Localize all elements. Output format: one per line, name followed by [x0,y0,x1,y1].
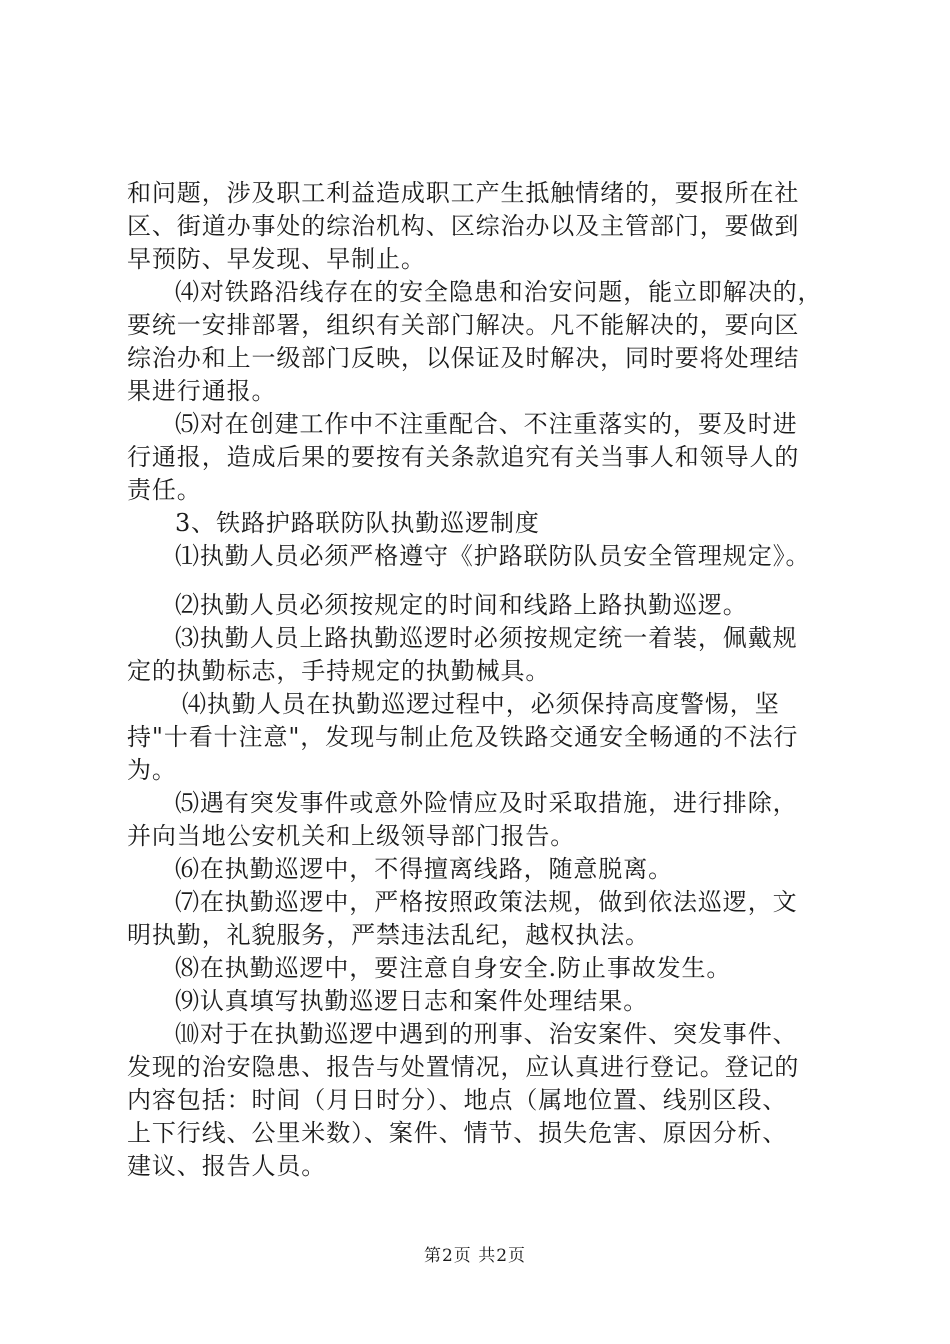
text-line: ⑴执勤人员必须严格遵守《护路联防队员安全管理规定》。 [175,542,811,570]
text-line: ⑷执勤人员在执勤巡逻过程中，必须保持高度警惕，坚 [182,690,780,718]
text-line: ⑵执勤人员必须按规定的时间和线路上路执勤巡逻。 [175,591,748,619]
text-line: 早预防、早发现、早制止。 [127,245,426,273]
text-line: 果进行通报。 [127,377,277,405]
text-line: 建议、报告人员。 [127,1152,327,1180]
text-line: 行通报，造成后果的要按有关条款追究有关当事人和领导人的 [127,443,800,471]
text-line: ⑷对铁路沿线存在的安全隐患和治安问题，能立即解决的， [175,278,823,306]
text-line: ⑼认真填写执勤巡逻日志和案件处理结果。 [175,987,649,1015]
text-line: 综治办和上一级部门反映，以保证及时解决，同时要将处理结 [127,344,800,372]
text-line: 要统一安排部署，组织有关部门解决。凡不能解决的，要向区 [127,311,800,339]
text-line: ⑸对在创建工作中不注重配合、不注重落实的，要及时进 [175,410,798,438]
text-line: 内容包括：时间（月日时分）、地点（属地位置、线别区段、 [127,1086,788,1114]
text-line: 责任。 [127,476,202,504]
text-line: 为。 [127,756,177,784]
text-line: ⑸遇有突发事件或意外险情应及时采取措施，进行排除， [175,789,798,817]
text-line: 明执勤，礼貌服务，严禁违法乱纪，越权执法。 [127,921,650,949]
text-line: 上下行线、公里米数）、案件、情节、损失危害、原因分析、 [127,1119,788,1147]
text-line: 持"十看十注意"，发现与制止危及铁路交通安全畅通的不法行 [127,723,799,751]
page-number-footer: 第2页 共2页 [423,1246,527,1266]
text-line: ⑻在执勤巡逻中，要注意自身安全.防止事故发生。 [175,954,732,982]
text-line: ⑹在执勤巡逻中，不得擅离线路，随意脱离。 [175,855,673,883]
text-line: 和问题，涉及职工利益造成职工产生抵触情绪的，要报所在社 [127,179,800,207]
text-line: 并向当地公安机关和上级领导部门报告。 [127,822,576,850]
text-line: 发现的治安隐患、报告与处置情况，应认真进行登记。登记的 [127,1053,800,1081]
text-line: ⑽对于在执勤巡逻中遇到的刑事、治安案件、突发事件、 [175,1020,798,1048]
section-heading: 3、铁路护路联防队执勤巡逻制度 [175,509,540,537]
text-line: 区、街道办事处的综治机构、区综治办以及主管部门，要做到 [127,212,800,240]
text-line: ⑶执勤人员上路执勤巡逻时必须按规定统一着装，佩戴规 [175,624,798,652]
text-line: ⑺在执勤巡逻中，严格按照政策法规，做到依法巡逻，文 [175,888,798,916]
text-line: 定的执勤标志，手持规定的执勤械具。 [127,657,551,685]
